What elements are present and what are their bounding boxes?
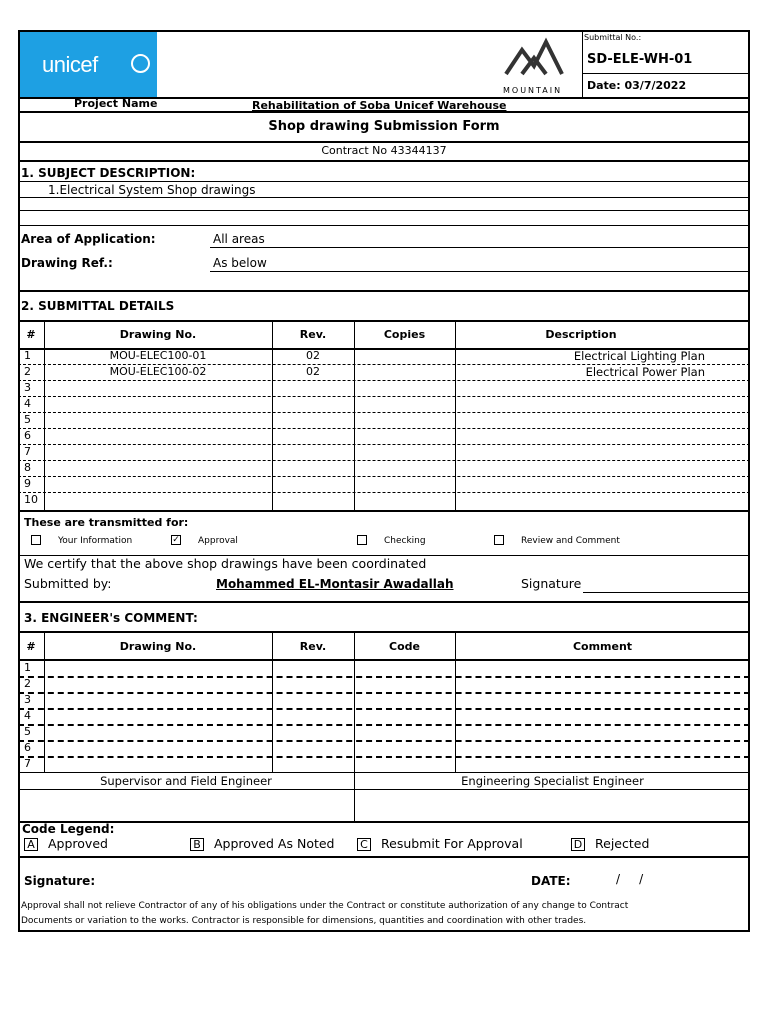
signature-line[interactable] (583, 592, 748, 593)
project-name: Rehabilitation of Soba Unicef Warehouse (252, 99, 507, 112)
checkbox-label: Your Information (58, 536, 133, 546)
row-divider (18, 428, 750, 429)
eng-col-comment: Comment (572, 640, 633, 653)
subject-line-1: 1.Electrical System Shop drawings (48, 183, 256, 197)
legend-code-box: B (190, 838, 204, 851)
supervisor-label: Supervisor and Field Engineer (100, 774, 272, 788)
checkbox-label: Review and Comment (521, 536, 620, 546)
submitted-by-label: Submitted by: (24, 576, 112, 591)
eng-row-divider (18, 756, 750, 758)
row-divider (18, 492, 750, 493)
checkbox-label: Checking (384, 536, 426, 546)
row-rev: 02 (306, 349, 320, 362)
row-divider (18, 412, 750, 413)
specialist-label: Engineering Specialist Engineer (461, 774, 644, 788)
footer-signature-label: Signature: (24, 874, 96, 888)
legend-code-box: C (357, 838, 371, 851)
transmit-heading: These are transmitted for: (24, 516, 189, 529)
row-divider (18, 380, 750, 381)
row-number: 9 (24, 477, 31, 490)
eng-row-number: 7 (24, 757, 31, 770)
eng-row-number: 5 (24, 725, 31, 738)
area-label: Area of Application: (21, 232, 156, 246)
row-number: 8 (24, 461, 31, 474)
eng-row-number: 6 (24, 741, 31, 754)
drawing-ref-value: As below (213, 256, 267, 270)
eng-row-divider (18, 740, 750, 742)
checkbox-label: Approval (198, 536, 238, 546)
row-description: Electrical Lighting Plan (573, 349, 705, 363)
certify-text: We certify that the above shop drawings have been coordinated (24, 556, 427, 571)
legend-code-box: A (24, 838, 38, 851)
legend-label: Resubmit For Approval (381, 836, 523, 851)
row-description: Electrical Power Plan (585, 365, 705, 379)
col-rev: Rev. (299, 328, 327, 341)
row-divider (18, 444, 750, 445)
eng-row-number: 4 (24, 709, 31, 722)
eng-row-divider (18, 724, 750, 726)
eng-row-divider (18, 676, 750, 678)
submittal-heading: 2. SUBMITTAL DETAILS (21, 299, 175, 313)
submittal-date: Date: 03/7/2022 (587, 79, 687, 92)
legend-heading: Code Legend: (22, 822, 115, 836)
eng-col-number: # (26, 640, 36, 653)
project-name-label: Project Name (74, 97, 158, 110)
form-title: Shop drawing Submission Form (268, 119, 500, 134)
unicef-logo-text: unicef (42, 52, 98, 77)
col-number: # (26, 328, 36, 341)
row-number: 1 (24, 349, 31, 362)
row-number: 3 (24, 381, 31, 394)
checkbox[interactable] (357, 535, 367, 545)
footer-date-value[interactable]: / / (616, 872, 644, 886)
eng-col-rev: Rev. (299, 640, 327, 653)
note-line-1: Approval shall not relieve Contractor of any of his obligations under the Contract or constitute authorization of any change to Contract (21, 901, 629, 911)
checkbox[interactable] (31, 535, 41, 545)
eng-col-drawing-no: Drawing No. (119, 640, 197, 653)
legend-label: Approved (48, 836, 108, 851)
drawing-ref-label: Drawing Ref.: (21, 256, 113, 270)
signature-label: Signature (521, 576, 582, 591)
mountain-logo-text: MOUNTAIN (503, 86, 563, 95)
area-value: All areas (213, 232, 265, 246)
submittal-no-label: Submittal No.: (584, 33, 642, 42)
checkbox[interactable]: ✓ (172, 535, 180, 545)
eng-row-number: 1 (24, 661, 31, 674)
legend-label: Approved As Noted (214, 836, 335, 851)
eng-row-divider (18, 708, 750, 710)
row-number: 4 (24, 397, 31, 410)
eng-row-number: 2 (24, 677, 31, 690)
engineer-heading: 3. ENGINEER's COMMENT: (24, 611, 198, 625)
col-description: Description (545, 328, 617, 341)
eng-row-number: 3 (24, 693, 31, 706)
row-drawing-no: MOU-ELEC100-01 (109, 349, 207, 362)
submittal-no: SD-ELE-WH-01 (587, 52, 693, 67)
row-divider (18, 460, 750, 461)
eng-row-divider (18, 692, 750, 694)
row-number: 7 (24, 445, 31, 458)
legend-label: Rejected (595, 836, 650, 851)
row-number: 10 (24, 493, 38, 506)
row-number: 5 (24, 413, 31, 426)
checkbox[interactable] (494, 535, 504, 545)
col-copies: Copies (383, 328, 426, 341)
note-line-2: Documents or variation to the works. Contractor is responsible for dimensions, quantities and coordination with other trades. (21, 916, 587, 926)
row-divider (18, 476, 750, 477)
row-number: 2 (24, 365, 31, 378)
row-divider (18, 396, 750, 397)
row-drawing-no: MOU-ELEC100-02 (109, 365, 207, 378)
contract-no: Contract No 43344137 (321, 144, 447, 157)
subject-heading: 1. SUBJECT DESCRIPTION: (21, 166, 196, 180)
submitted-by-name: Mohammed EL-Montasir Awadallah (216, 577, 454, 591)
row-rev: 02 (306, 365, 320, 378)
col-drawing-no: Drawing No. (119, 328, 197, 341)
footer-date-label: DATE: (531, 874, 571, 888)
eng-col-code: Code (389, 640, 420, 653)
legend-code-box: D (571, 838, 585, 851)
row-number: 6 (24, 429, 31, 442)
